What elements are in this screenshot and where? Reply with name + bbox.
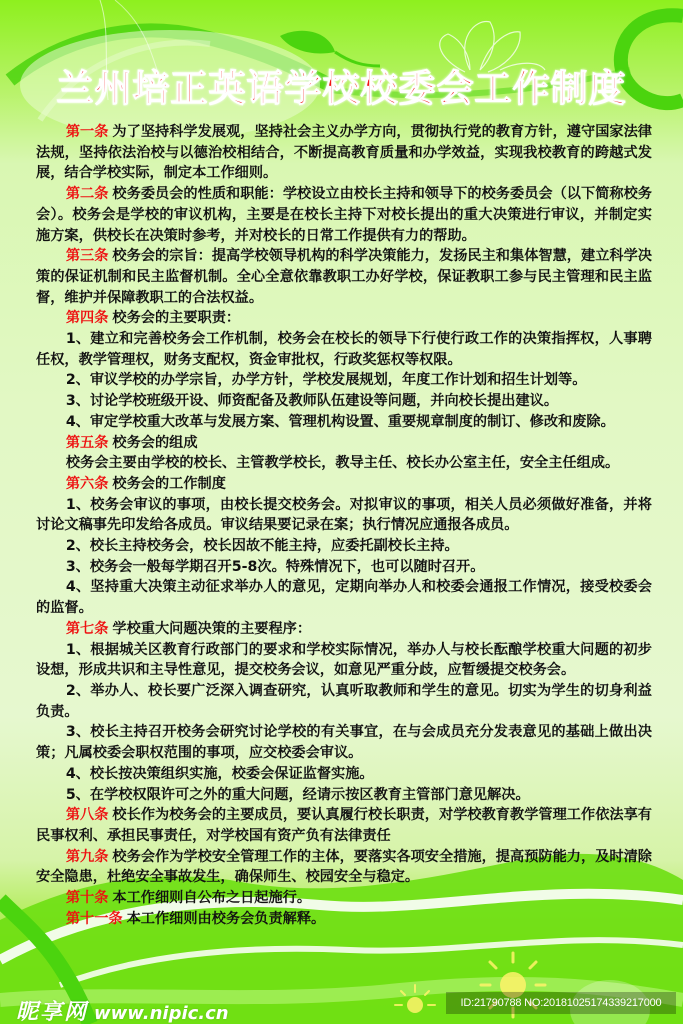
article-4-item-4: 4、审定学校重大改革与发展方案、管理机构设置、重要规章制度的制订、修改和废除。 <box>65 413 615 430</box>
article-label: 第三条 <box>65 248 109 265</box>
article-6-item-2: 2、校长主持校务会，校长因故不能主持，应委托副校长主持。 <box>65 538 459 555</box>
article-label: 第四条 <box>65 310 109 327</box>
article-11 <box>36 909 652 930</box>
article-7-item-3: 3、校长主持召开校务会研究讨论学校的有关事宜，在与会成员充分发表意见的基础上做出决策；凡属校委会职权范围的事项，应交校委会审议。 <box>36 724 652 762</box>
article-label: 第六条 <box>65 475 109 492</box>
article-text: 本工作细则由校务会负责解释。 <box>126 910 326 927</box>
article-4-item-1: 1、建立和完善校务会工作机制，校务会在校长的领导下行使行政工作的决策指挥权，人事聘任权，教学管理权，财务支配权，资金审批权，行政奖惩权等权限。 <box>36 331 652 368</box>
article-9 <box>36 847 652 888</box>
article-8 <box>36 805 652 846</box>
article-text: 本工作细则自公布之日起施行。 <box>112 890 312 907</box>
article-10 <box>36 888 652 909</box>
article-6-item-1: 1、校务会审议的事项，由校长提交校务会。对拟审议的事项，相关人员必须做好准备，并将讨论文稿事先印发给各成员。审议结果要记录在案；执行情况应通报各成员。 <box>36 496 652 534</box>
site-watermark <box>16 995 229 1024</box>
article-label: 第十条 <box>65 890 109 907</box>
article-label: 第十一条 <box>65 910 123 927</box>
article-text: 校务会的主要职责： <box>112 310 241 327</box>
article-text: 校务会作为学校安全管理工作的主体，要落实各项安全措施，提高预防能力，及时清除安全隐患，杜绝安全事故发生，确保师生、校园安全与稳定。 <box>36 848 652 886</box>
article-label: 第五条 <box>65 434 109 451</box>
article-5-body: 校务会主要由学校的校长、主管教学校长，教导主任、校长办公室主任，安全主任组成。 <box>65 455 620 472</box>
article-text: 为了坚持科学发展观，坚持社会主义办学方向，贯彻执行党的教育方针，遵守国家法律法规，坚持依法治校与以德治校相结合，不断提高教育质量和办学效益，实现我校教育的跨越式发展，结合学校实际，制定本工作细则。 <box>36 124 652 182</box>
article-1 <box>36 122 652 184</box>
regulations-body <box>36 122 652 929</box>
article-label: 第八条 <box>65 807 109 824</box>
article-text: 校长作为校务会的主要成员，要认真履行校长职责，对学校教育教学管理工作依法享有民事权利、承担民事责任，对学校国有资产负有法律责任 <box>36 807 652 844</box>
article-7-item-2: 2、举办人、校长要广泛深入调查研究，认真听取教师和学生的意见。切实为学生的切身利益负责。 <box>36 682 652 720</box>
article-6-item-4: 4、坚持重大决策主动征求举办人的意见，定期向举办人和校委会通报工作情况，接受校委会的监督。 <box>36 579 652 617</box>
article-label: 第九条 <box>65 848 109 865</box>
image-id-badge: ID:21790788 NO:20181025174339217000 <box>446 992 676 1014</box>
article-4-item-2: 2、审议学校的办学宗旨，办学方针，学校发展规划，年度工作计划和招生计划等。 <box>65 372 587 389</box>
article-text: 校务会的宗旨：提高学校领导机构的科学决策能力，发扬民主和集体智慧，建立科学决策的保证机制和民主监督机制。全心全意依靠教职工办好学校，保证教职工参与民主管理和民主监督，维护并保障教职工的合法权益。 <box>36 248 652 306</box>
article-7-item-4: 4、校长按决策组织实施，校委会保证监督实施。 <box>65 765 374 782</box>
article-3 <box>36 246 652 308</box>
article-text: 校务会的组成 <box>112 434 198 451</box>
article-7 <box>36 619 652 640</box>
site-name: 昵享网 <box>16 1000 89 1024</box>
article-text: 校务会的工作制度 <box>112 475 226 492</box>
article-7-item-1: 1、根据城关区教育行政部门的要求和学校实际情况，举办人与校长酝酿学校重大问题的初步设想，形成共识和主导性意见，提交校务会议，如意见严重分歧，应暂缓提交校务会。 <box>36 641 652 679</box>
article-6 <box>36 474 652 495</box>
article-text: 学校重大问题决策的主要程序： <box>112 620 312 637</box>
article-text: 校务委员会的性质和职能：学校设立由校长主持和领导下的校务委员会（以下简称校务会）。校务会是学校的审议机构，主要是在校长主持下对校长提出的重大决策进行审议，并制定实施方案，供校长在决策时参考，并对校长的日常工作提供有力的帮助。 <box>36 186 652 244</box>
article-4 <box>36 308 652 329</box>
article-label: 第一条 <box>65 124 109 140</box>
article-4-item-3: 3、讨论学校班级开设、师资配备及教师队伍建设等问题，并向校长提出建议。 <box>65 393 559 410</box>
article-5 <box>36 433 652 454</box>
article-label: 第二条 <box>65 186 109 203</box>
article-2 <box>36 184 652 246</box>
article-label: 第七条 <box>65 620 109 637</box>
article-6-item-3: 3、校务会一般每学期召开5-8次。特殊情况下，也可以随时召开。 <box>65 558 485 575</box>
site-url: www.nipic.cn <box>94 1003 229 1024</box>
article-7-item-5: 5、在学校权限许可之外的重大问题，经请示按区教育主管部门意见解决。 <box>65 786 530 803</box>
page-title: 兰州培正英语学校校委会工作制度 <box>56 67 627 110</box>
